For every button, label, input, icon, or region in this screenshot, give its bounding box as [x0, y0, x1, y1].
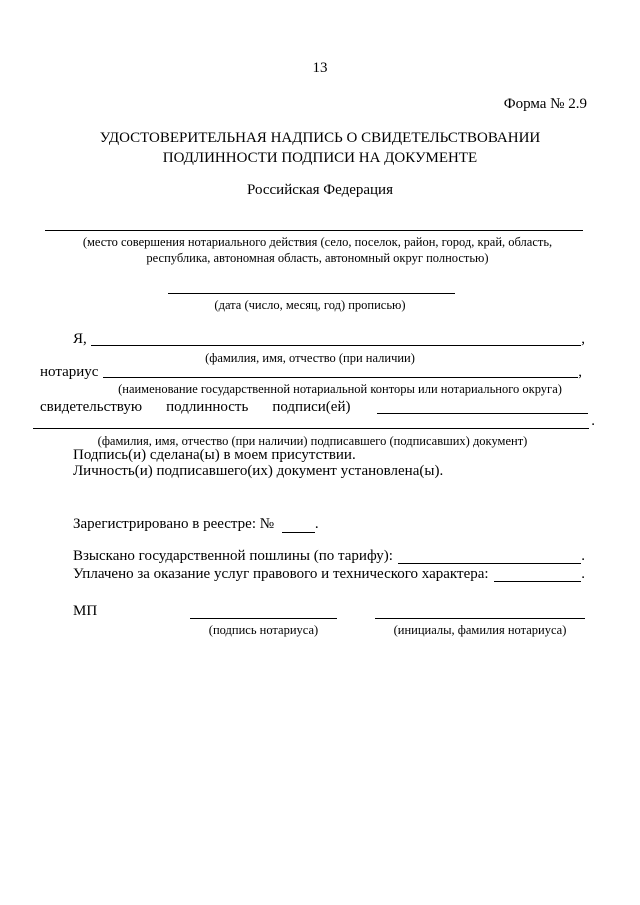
services-label: Уплачено за оказание услуг правового и технического характера: — [73, 566, 489, 582]
notary-name-caption: (фамилия, имя, отчество (при наличии) — [205, 351, 415, 365]
fee-period: . — [581, 548, 585, 564]
place-input-line[interactable] — [45, 230, 583, 231]
document-title-line1: УДОСТОВЕРИТЕЛЬНАЯ НАДПИСЬ О СВИДЕТЕЛЬСТВОВАНИИ — [99, 130, 541, 146]
registry-period: . — [314, 516, 319, 532]
notary-office-prefix: нотариус — [40, 364, 99, 380]
attestation-word2: подлинность — [166, 399, 249, 415]
attestation-word1: свидетельствую — [40, 399, 143, 415]
date-caption: (дата (число, месяц, год) прописью) — [214, 298, 406, 312]
fee-input-line[interactable] — [398, 549, 581, 564]
attestation-word3: подписи(ей) — [272, 399, 351, 415]
statement-identity: Личность(и) подписавшего(их) документ установлена(ы). — [73, 463, 444, 479]
notary-office-caption: (наименование государственной нотариальной конторы или нотариального округа) — [118, 382, 562, 396]
country-heading: Российская Федерация — [247, 182, 393, 198]
place-caption-line1: (место совершения нотариального действия (село, поселок, район, город, край, область, — [82, 235, 553, 249]
place-caption-line2: республика, автономная область, автономный округ полностью) — [146, 251, 489, 265]
signer-name-input-line-start[interactable] — [377, 400, 588, 414]
services-input-line[interactable] — [494, 567, 582, 582]
statement-in-presence: Подпись(и) сделана(ы) в моем присутствии. — [73, 447, 356, 463]
notary-office-comma: , — [578, 364, 582, 380]
form-number-label: Форма № 2.9 — [503, 96, 587, 112]
signer-caption: (фамилия, имя, отчество (при наличии) подписавшего (подписавших) документ) — [97, 434, 528, 448]
notary-fullname-input-line[interactable] — [375, 618, 585, 619]
signer-name-input-line[interactable] — [33, 414, 589, 429]
signer-period: . — [591, 413, 595, 429]
page-number: 13 — [312, 60, 328, 76]
notary-signature-caption: (подпись нотариуса) — [208, 623, 319, 637]
stamp-place-label: МП — [73, 603, 98, 619]
notary-name-prefix: Я, — [73, 331, 87, 347]
date-input-line[interactable] — [168, 293, 455, 294]
notary-name-comma: , — [581, 331, 585, 347]
notary-fullname-caption: (инициалы, фамилия нотариуса) — [393, 623, 567, 637]
registry-label: Зарегистрировано в реестре: № — [73, 516, 275, 532]
registry-number-input-line[interactable] — [282, 519, 315, 533]
notary-signature-input-line[interactable] — [190, 618, 337, 619]
fee-label: Взыскано государственной пошлины (по тарифу): — [73, 548, 393, 564]
services-period: . — [581, 566, 585, 582]
document-title-line2: ПОДЛИННОСТИ ПОДПИСИ НА ДОКУМЕНТЕ — [162, 150, 478, 166]
notary-office-input-line[interactable] — [103, 365, 578, 378]
notary-name-input-line[interactable] — [91, 332, 581, 346]
